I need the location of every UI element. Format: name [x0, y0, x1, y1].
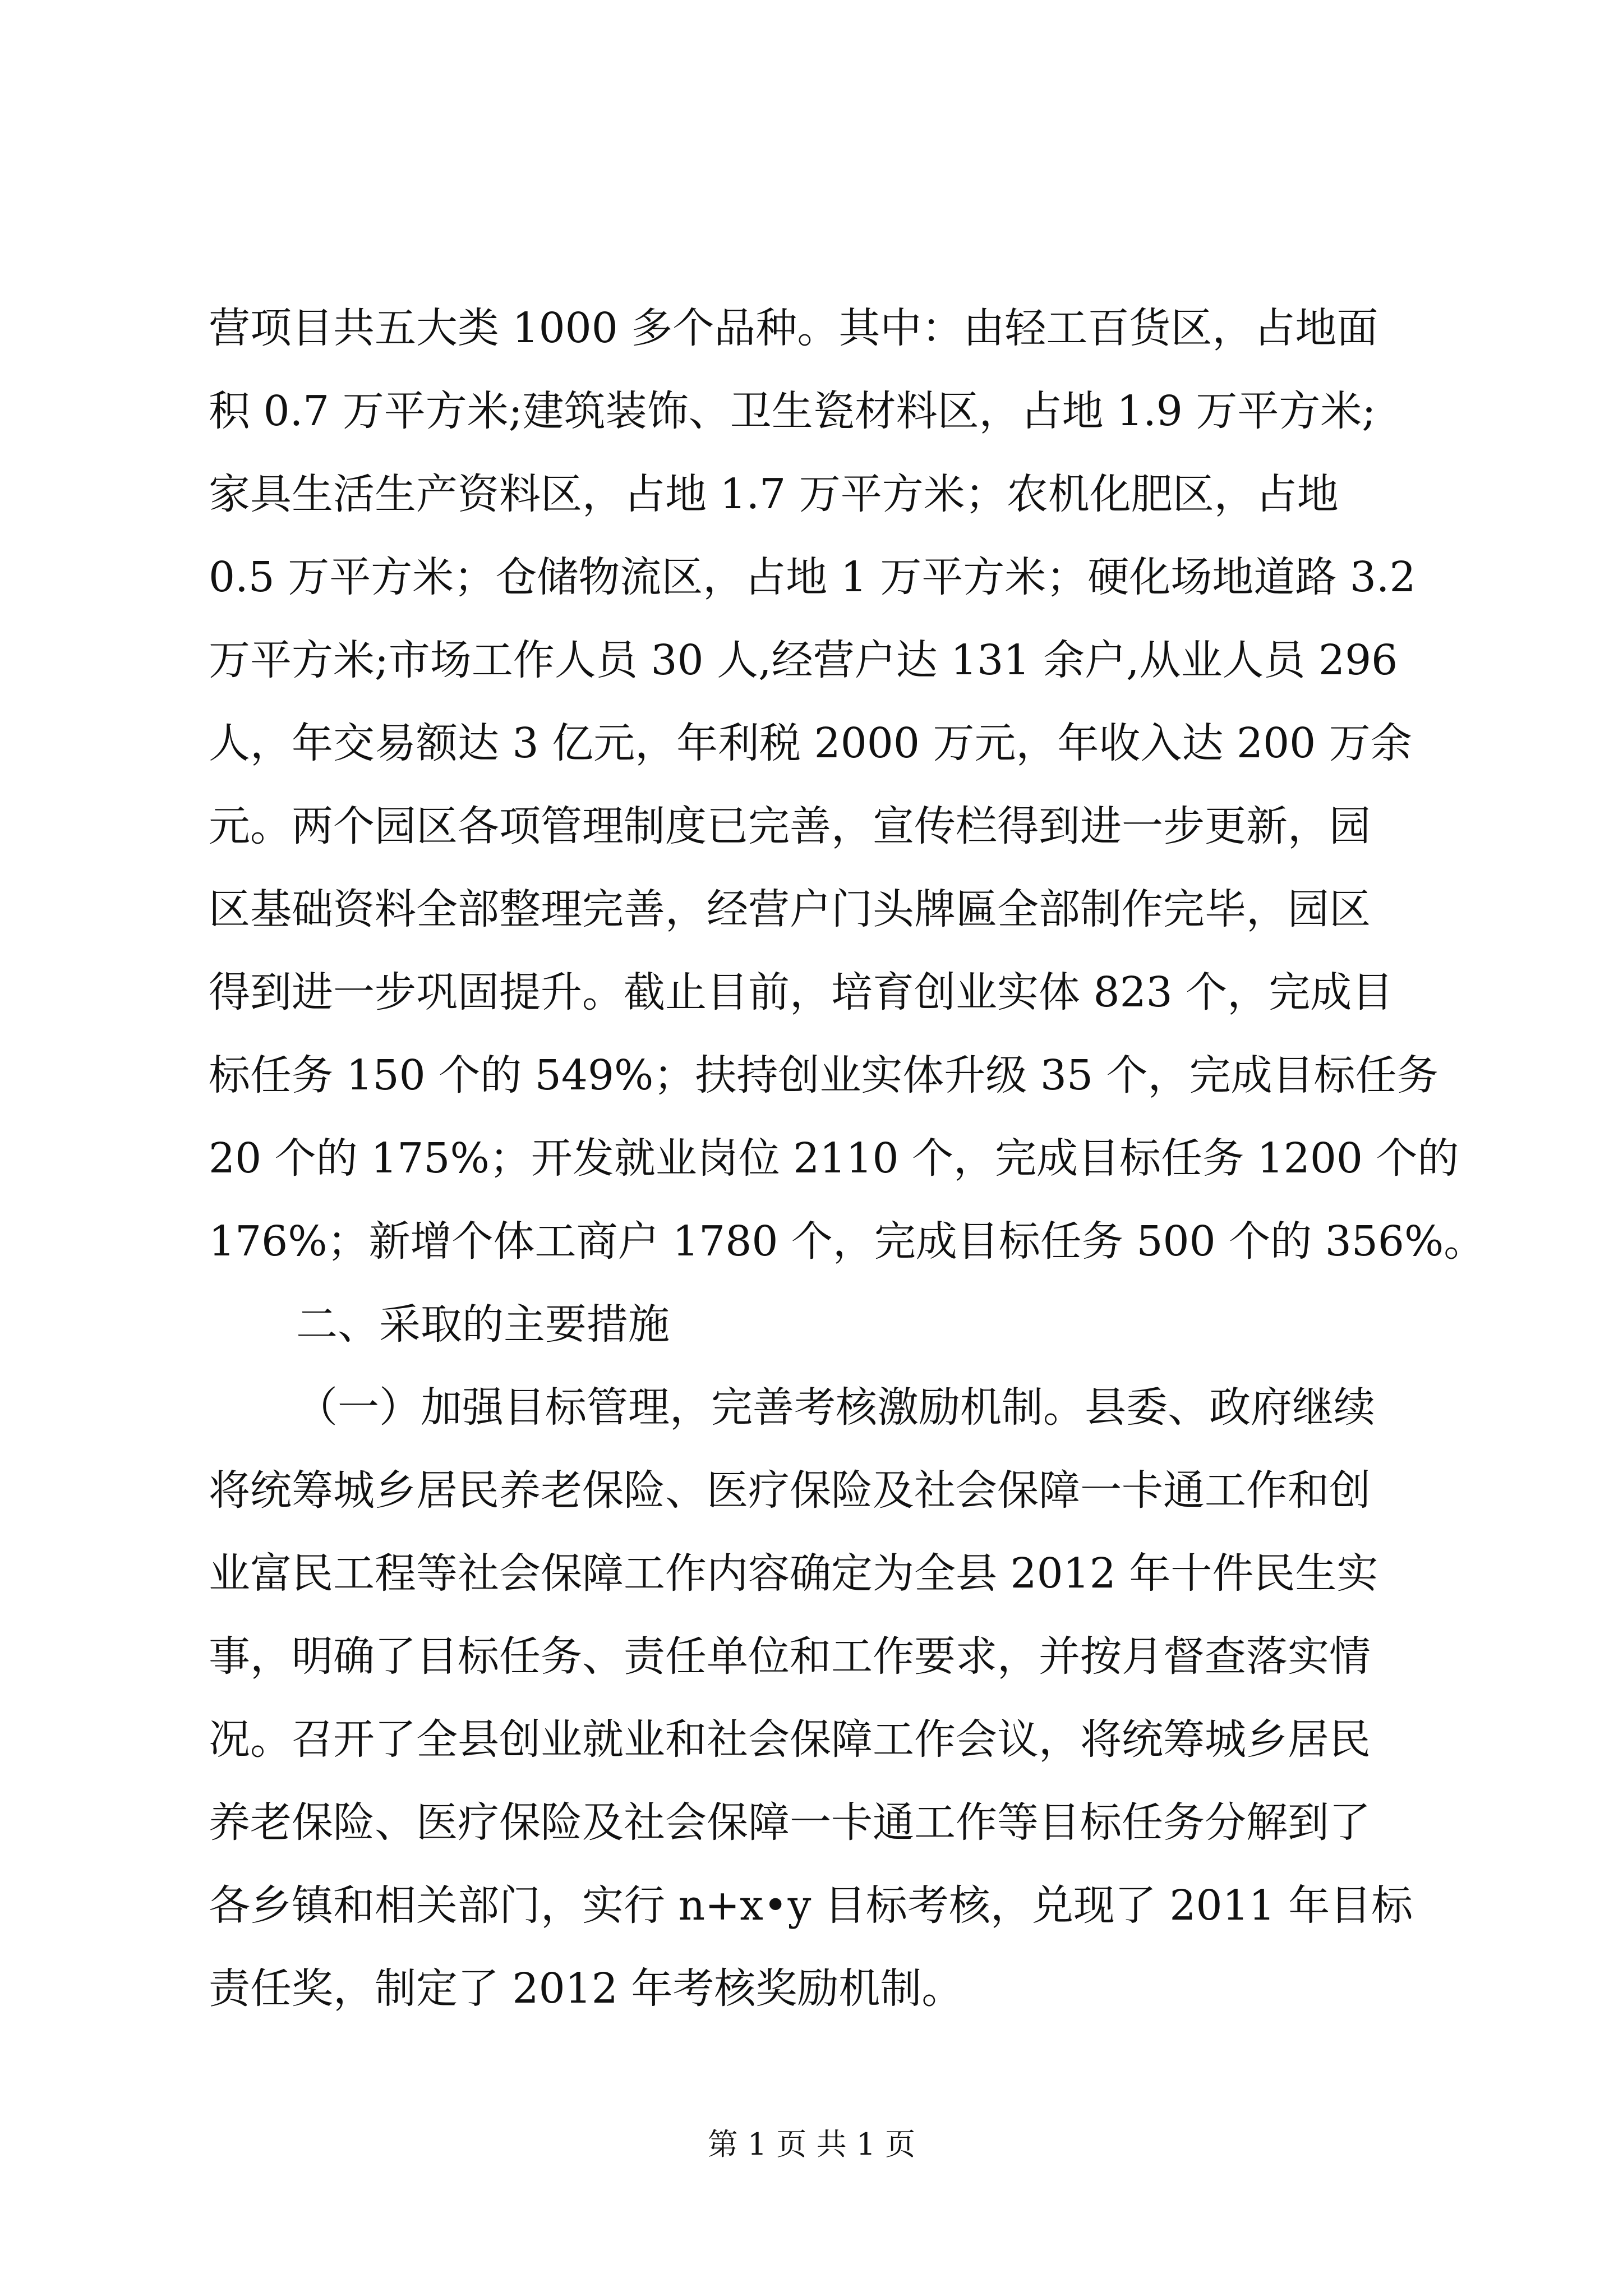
body-line-6: 人，年交易额达 3 亿元，年利税 2000 万元，年收入达 200 万余: [209, 719, 1412, 767]
body-line-1: 营项目共五大类 1000 多个品种。其中：由轻工百货区，占地面: [209, 304, 1378, 352]
body-line-17: 事，明确了目标任务、责任单位和工作要求，并按月督查落实情: [209, 1632, 1371, 1681]
body-line-10: 标任务 150 个的 549%；扶持创业实体升级 35 个，完成目标任务: [209, 1051, 1438, 1099]
body-line-14: （一）加强目标管理，完善考核激励机制。县委、政府继续: [296, 1383, 1375, 1432]
body-line-21: 责任奖，制定了 2012 年考核奖励机制。: [209, 1964, 963, 2013]
body-line-4: 0.5 万平方米；仓储物流区，占地 1 万平方米；硬化场地道路 3.2: [209, 553, 1416, 601]
body-line-11: 20 个的 175%；开发就业岗位 2110 个，完成目标任务 1200 个的: [209, 1134, 1459, 1182]
body-line-3: 家具生活生产资料区，占地 1.7 万平方米；农机化肥区，占地: [209, 470, 1339, 518]
body-line-9: 得到进一步巩固提升。截止目前，培育创业实体 823 个，完成目: [209, 968, 1394, 1016]
page-footer: 第 1 页 共 1 页: [707, 2127, 916, 2162]
body-line-8: 区基础资料全部整理完善，经营户门头牌匾全部制作完毕，园区: [209, 885, 1371, 933]
section-heading: 二、采取的主要措施: [296, 1300, 670, 1349]
body-line-20: 各乡镇和相关部门，实行 n+x•y 目标考核，兑现了 2011 年目标: [209, 1881, 1413, 1930]
body-line-5: 万平方米;市场工作人员 30 人,经营户达 131 余户,从业人员 296: [209, 636, 1398, 684]
body-line-18: 况。召开了全县创业就业和社会保障工作会议，将统筹城乡居民: [209, 1715, 1371, 1764]
body-line-15: 将统筹城乡居民养老保险、医疗保险及社会保障一卡通工作和创: [209, 1466, 1371, 1515]
body-line-2: 积 0.7 万平方米;建筑装饰、卫生瓷材料区，占地 1.9 万平方米;: [209, 387, 1376, 435]
body-line-12: 176%；新增个体工商户 1780 个，完成目标任务 500 个的 356%。: [209, 1217, 1486, 1266]
body-line-19: 养老保险、医疗保险及社会保障一卡通工作等目标任务分解到了: [209, 1798, 1371, 1847]
body-line-7: 元。两个园区各项管理制度已完善，宣传栏得到进一步更新，园: [209, 802, 1371, 850]
body-line-16: 业富民工程等社会保障工作内容确定为全县 2012 年十件民生实: [209, 1549, 1378, 1598]
